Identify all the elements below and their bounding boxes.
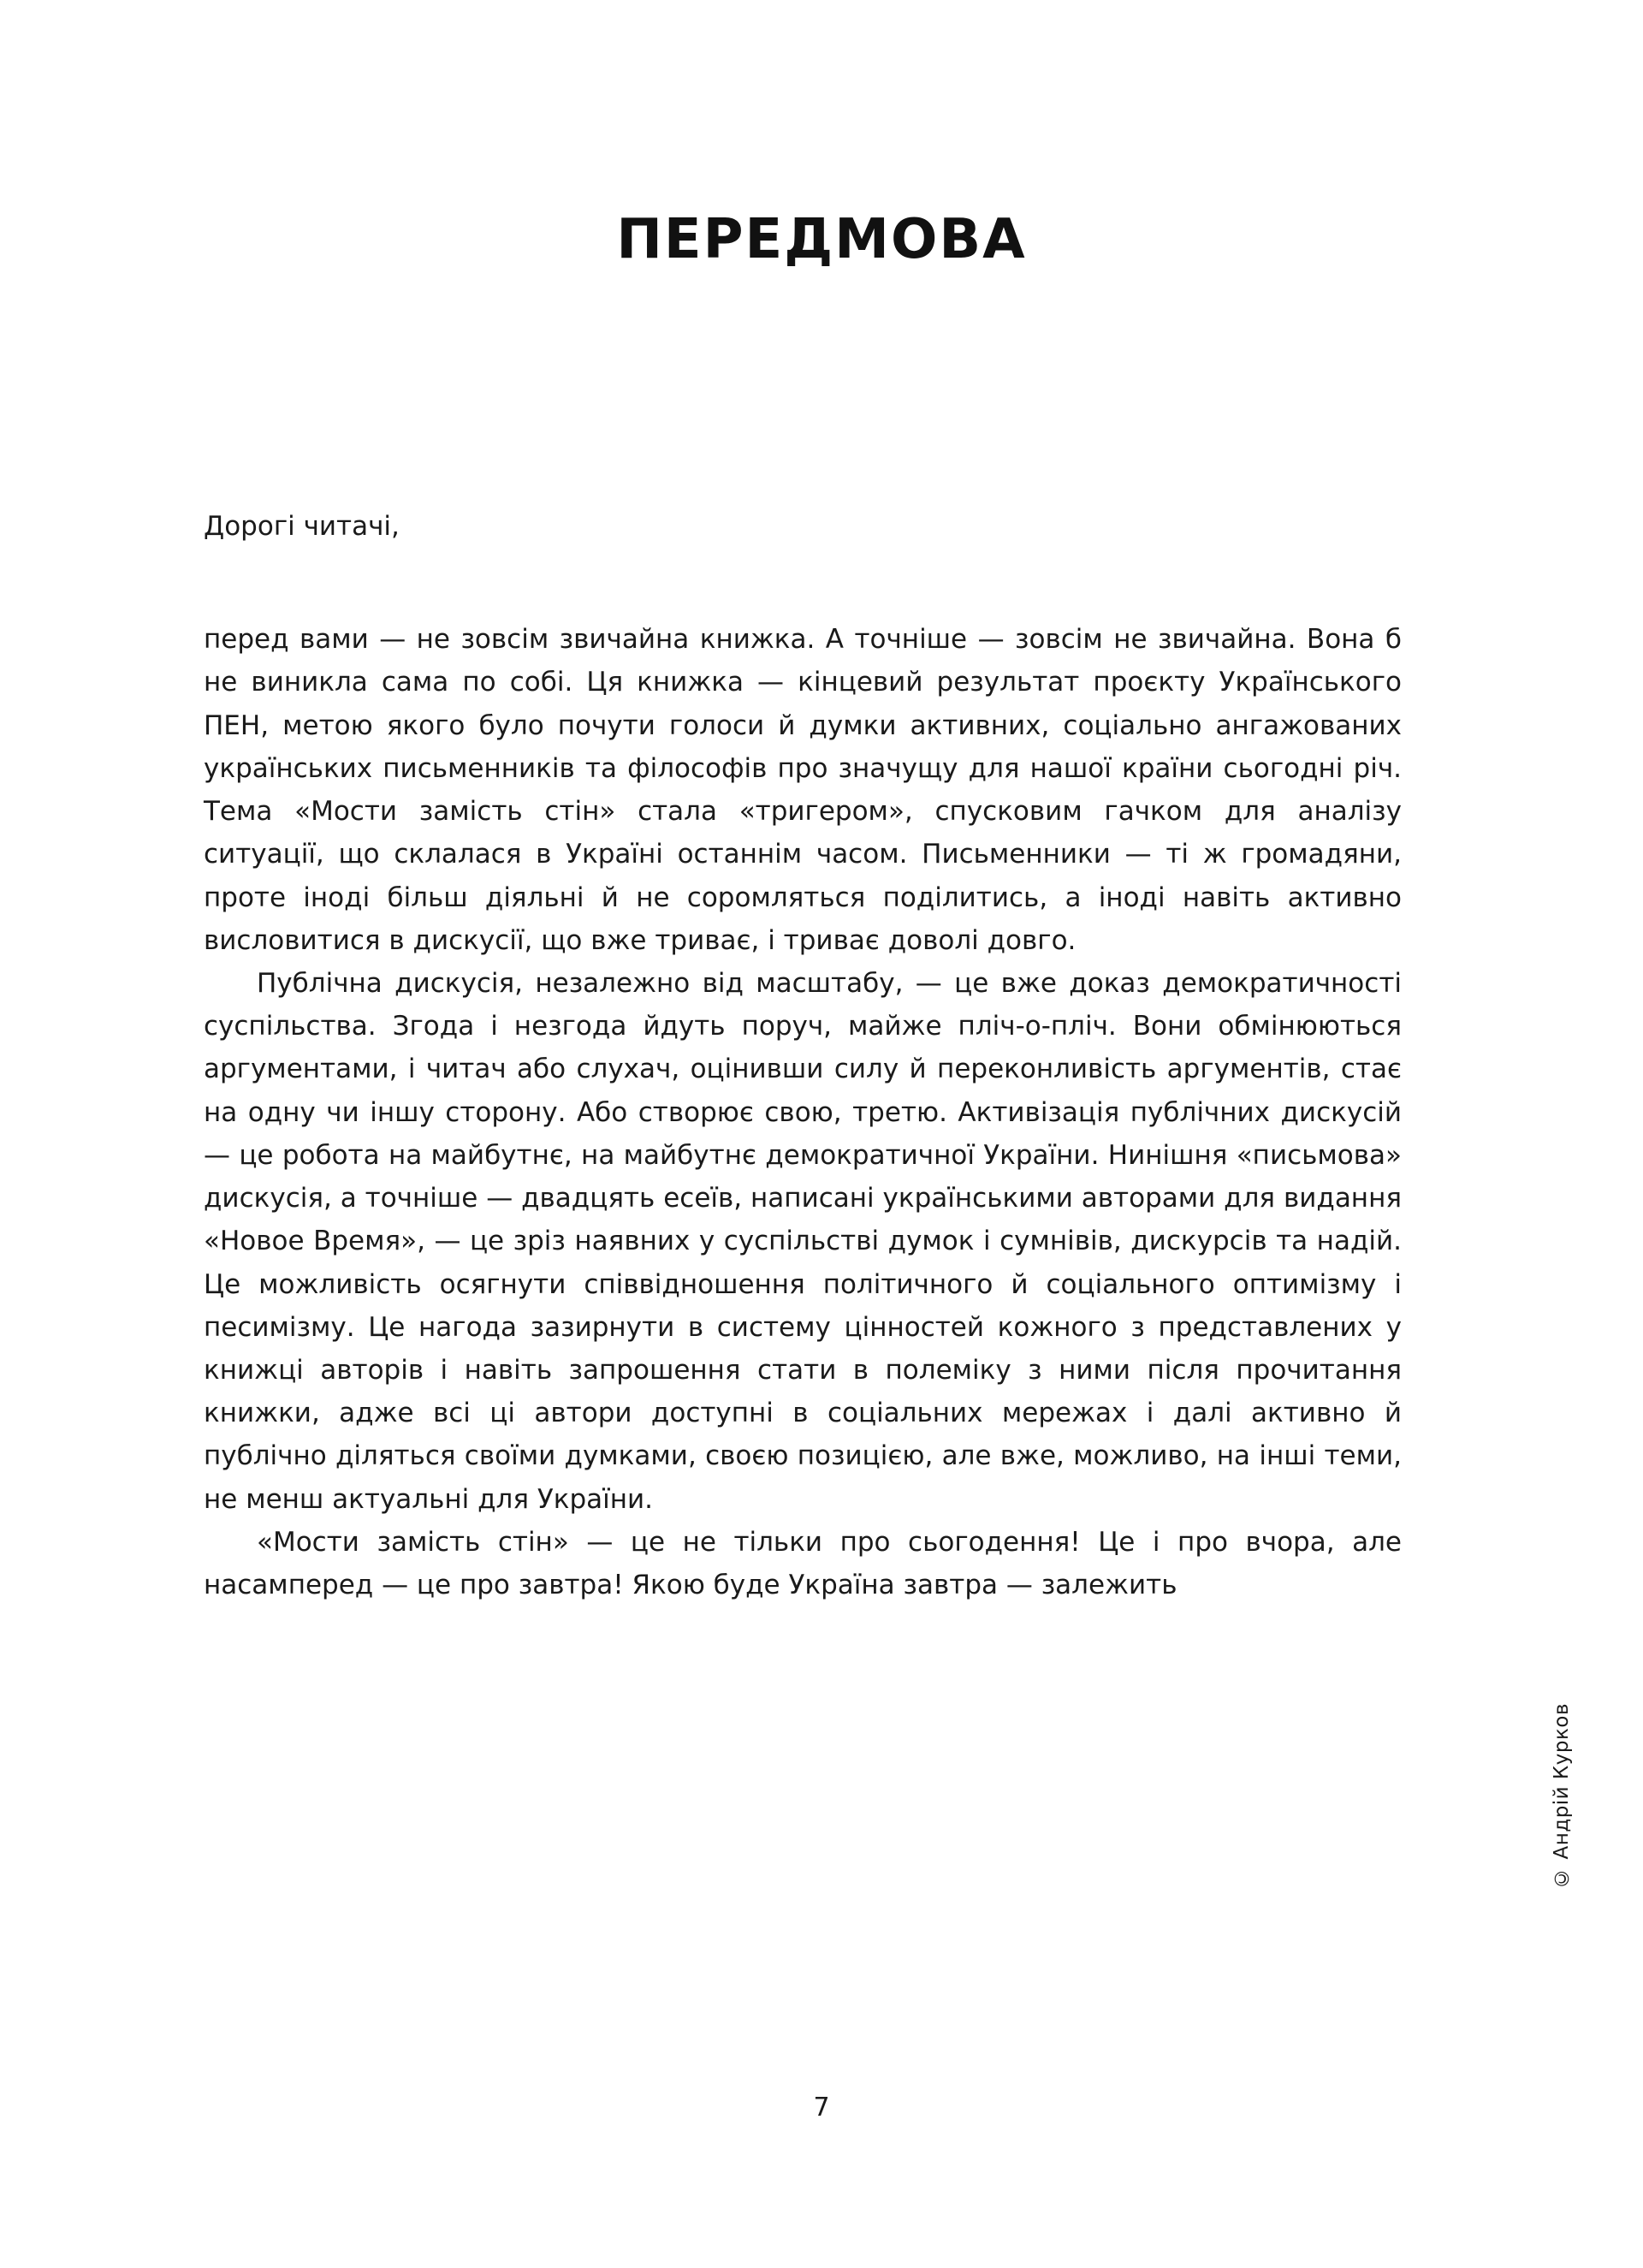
salutation: Дорогі читачі, (204, 511, 400, 542)
page-title: ПЕРЕДМОВА (616, 207, 1027, 271)
body-content (204, 505, 1402, 1606)
page-number: 7 (813, 2093, 830, 2123)
author-copyright-sidenote: © Андрій Курков (1551, 1703, 1573, 1889)
paragraph-1: перед вами — не зовсім звичайна книжка. А точніше — зовсім не звичайна. Вона б не виникла сама по собі. Ця книжка — кінцевий результат проєкту Українського ПЕН, метою якого було почути голоси й думки активних, соціально ангажованих українських письменників та філософів про значущу для нашої країни сьогодні річ. Тема «Мости замість стін» стала «тригером», спусковим гачком для аналізу ситуації, що склалася в Україні останнім часом. Письменники — ті ж громадяни, проте іноді більш діяльні й не соромляться поділитись, а іноді навіть активно висловитися в дискусії, що вже триває, і триває доволі довго. (204, 624, 1402, 956)
paragraph-2: Публічна дискусія, незалежно від масштабу, — це вже доказ демократичності суспільства. Згода і незгода йдуть поруч, майже пліч-о-пліч. Вони обмінюються аргументами, і читач або слухач, оцінивши силу й переконливість аргументів, стає на одну чи іншу сторону. Або створює свою, третю. Активізація публічних дискусій — це робота на майбутнє, на майбутнє демократичної України. Нинішня «письмова» дискусія, а точніше — двадцять есеїв, написані українськими авторами для видання «Новое Время», — це зріз наявних у суспільстві думок і сумнівів, дискурсів та надій. Це можливість осягнути співвідношення політичного й соціального оптимізму і песимізму. Це нагода зазирнути в систему цінностей кожного з представлених у книжці авторів і навіть запрошення стати в полеміку з ними після прочитання книжки, адже всі ці автори доступні в соціальних мережах і далі активно й публічно діляться своїми думками, своєю позицією, але вже, можливо, на інші теми, не менш актуальні для України. (204, 967, 1402, 1515)
paragraph-3: «Мости замість стін» — це не тільки про сьогодення! Це і про вчора, але насамперед — це про завтра! Якою буде Україна завтра — залежить (204, 1526, 1402, 1601)
